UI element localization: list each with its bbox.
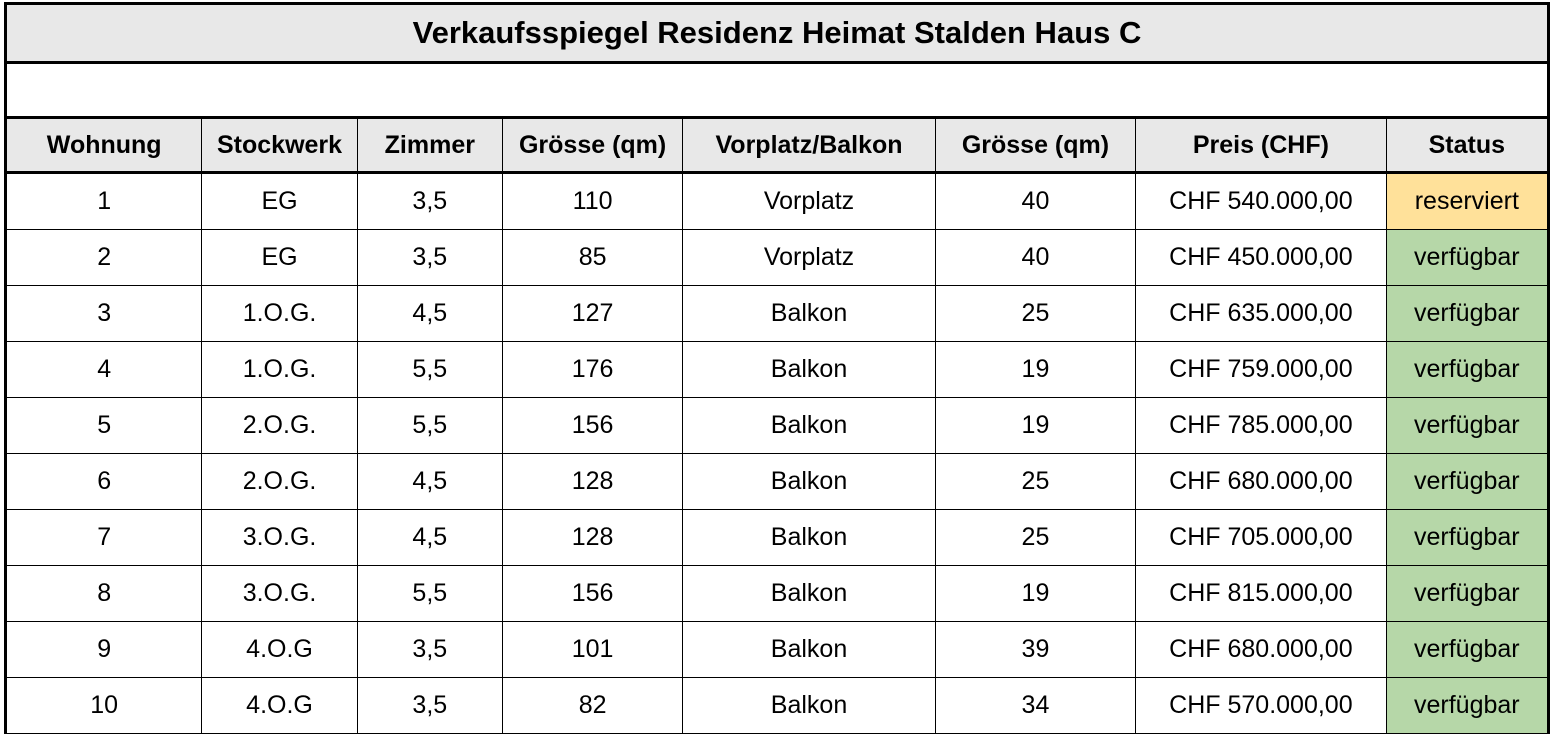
cell-preis: CHF 785.000,00 xyxy=(1136,398,1386,454)
column-header-status: Status xyxy=(1386,118,1548,173)
cell-stockwerk: 4.O.G xyxy=(202,622,357,678)
header-row xyxy=(6,118,1549,173)
cell-groesse-wohnung: 127 xyxy=(502,286,682,342)
cell-groesse-aussen: 34 xyxy=(935,678,1135,734)
cell-groesse-wohnung: 110 xyxy=(502,173,682,230)
cell-groesse-wohnung: 176 xyxy=(502,342,682,398)
cell-stockwerk: 3.O.G. xyxy=(202,566,357,622)
verkaufsspiegel-sheet xyxy=(0,2,1552,752)
status-badge: verfügbar xyxy=(1386,510,1548,566)
table-row xyxy=(6,510,1549,566)
cell-vorplatz-balkon: Balkon xyxy=(683,566,935,622)
column-header-groesse-aussen: Grösse (qm) xyxy=(935,118,1135,173)
cell-groesse-wohnung: 85 xyxy=(502,230,682,286)
status-badge: verfügbar xyxy=(1386,678,1548,734)
cell-wohnung: 1 xyxy=(6,173,202,230)
cell-zimmer: 4,5 xyxy=(357,510,502,566)
cell-groesse-aussen: 19 xyxy=(935,566,1135,622)
column-header-preis: Preis (CHF) xyxy=(1136,118,1386,173)
cell-groesse-aussen: 19 xyxy=(935,342,1135,398)
cell-zimmer: 3,5 xyxy=(357,678,502,734)
cell-vorplatz-balkon: Balkon xyxy=(683,622,935,678)
cell-groesse-wohnung: 128 xyxy=(502,454,682,510)
status-badge: verfügbar xyxy=(1386,398,1548,454)
cell-vorplatz-balkon: Balkon xyxy=(683,286,935,342)
status-badge: verfügbar xyxy=(1386,622,1548,678)
column-header-wohnung: Wohnung xyxy=(6,118,202,173)
cell-wohnung: 3 xyxy=(6,286,202,342)
spacer-row xyxy=(6,63,1549,118)
table-column-headers xyxy=(6,118,1549,173)
table-row xyxy=(6,622,1549,678)
status-badge: verfügbar xyxy=(1386,286,1548,342)
status-badge: verfügbar xyxy=(1386,230,1548,286)
column-header-zimmer: Zimmer xyxy=(357,118,502,173)
cell-vorplatz-balkon: Balkon xyxy=(683,510,935,566)
cell-preis: CHF 705.000,00 xyxy=(1136,510,1386,566)
cell-preis: CHF 450.000,00 xyxy=(1136,230,1386,286)
cell-stockwerk: 3.O.G. xyxy=(202,510,357,566)
table-title-head xyxy=(6,4,1549,118)
cell-wohnung: 10 xyxy=(6,678,202,734)
cell-wohnung: 9 xyxy=(6,622,202,678)
cell-vorplatz-balkon: Balkon xyxy=(683,398,935,454)
cell-wohnung: 5 xyxy=(6,398,202,454)
cell-groesse-wohnung: 82 xyxy=(502,678,682,734)
table-row xyxy=(6,678,1549,734)
cell-stockwerk: EG xyxy=(202,173,357,230)
column-header-groesse-wohnung: Grösse (qm) xyxy=(502,118,682,173)
cell-vorplatz-balkon: Balkon xyxy=(683,454,935,510)
cell-stockwerk: 1.O.G. xyxy=(202,342,357,398)
cell-zimmer: 4,5 xyxy=(357,286,502,342)
cell-preis: CHF 759.000,00 xyxy=(1136,342,1386,398)
table-row xyxy=(6,342,1549,398)
cell-preis: CHF 635.000,00 xyxy=(1136,286,1386,342)
column-header-vorplatz-balkon: Vorplatz/Balkon xyxy=(683,118,935,173)
cell-groesse-wohnung: 128 xyxy=(502,510,682,566)
cell-wohnung: 2 xyxy=(6,230,202,286)
cell-stockwerk: 2.O.G. xyxy=(202,398,357,454)
cell-groesse-aussen: 25 xyxy=(935,454,1135,510)
status-badge: reserviert xyxy=(1386,173,1548,230)
table-row xyxy=(6,230,1549,286)
page-title: Verkaufsspiegel Residenz Heimat Stalden Haus C xyxy=(6,4,1549,63)
table-row xyxy=(6,286,1549,342)
cell-preis: CHF 570.000,00 xyxy=(1136,678,1386,734)
spacer-cell xyxy=(6,63,1549,118)
cell-stockwerk: 2.O.G. xyxy=(202,454,357,510)
cell-stockwerk: 4.O.G xyxy=(202,678,357,734)
cell-zimmer: 5,5 xyxy=(357,566,502,622)
table-row xyxy=(6,398,1549,454)
cell-preis: CHF 540.000,00 xyxy=(1136,173,1386,230)
cell-wohnung: 7 xyxy=(6,510,202,566)
cell-wohnung: 6 xyxy=(6,454,202,510)
cell-preis: CHF 680.000,00 xyxy=(1136,454,1386,510)
cell-groesse-aussen: 39 xyxy=(935,622,1135,678)
cell-groesse-wohnung: 156 xyxy=(502,566,682,622)
cell-zimmer: 3,5 xyxy=(357,230,502,286)
cell-groesse-wohnung: 101 xyxy=(502,622,682,678)
cell-zimmer: 5,5 xyxy=(357,342,502,398)
cell-groesse-aussen: 40 xyxy=(935,230,1135,286)
table-row xyxy=(6,566,1549,622)
cell-preis: CHF 815.000,00 xyxy=(1136,566,1386,622)
cell-zimmer: 3,5 xyxy=(357,622,502,678)
status-badge: verfügbar xyxy=(1386,454,1548,510)
title-row xyxy=(6,4,1549,63)
cell-vorplatz-balkon: Balkon xyxy=(683,678,935,734)
table-body xyxy=(6,173,1549,734)
status-badge: verfügbar xyxy=(1386,342,1548,398)
cell-preis: CHF 680.000,00 xyxy=(1136,622,1386,678)
table-row xyxy=(6,454,1549,510)
cell-wohnung: 8 xyxy=(6,566,202,622)
cell-groesse-aussen: 25 xyxy=(935,286,1135,342)
cell-vorplatz-balkon: Balkon xyxy=(683,342,935,398)
cell-stockwerk: EG xyxy=(202,230,357,286)
cell-zimmer: 5,5 xyxy=(357,398,502,454)
cell-zimmer: 4,5 xyxy=(357,454,502,510)
cell-groesse-aussen: 40 xyxy=(935,173,1135,230)
cell-zimmer: 3,5 xyxy=(357,173,502,230)
column-header-stockwerk: Stockwerk xyxy=(202,118,357,173)
cell-groesse-aussen: 25 xyxy=(935,510,1135,566)
verkaufsspiegel-table xyxy=(4,2,1550,734)
cell-groesse-wohnung: 156 xyxy=(502,398,682,454)
cell-vorplatz-balkon: Vorplatz xyxy=(683,230,935,286)
cell-vorplatz-balkon: Vorplatz xyxy=(683,173,935,230)
cell-stockwerk: 1.O.G. xyxy=(202,286,357,342)
table-row xyxy=(6,173,1549,230)
cell-wohnung: 4 xyxy=(6,342,202,398)
status-badge: verfügbar xyxy=(1386,566,1548,622)
cell-groesse-aussen: 19 xyxy=(935,398,1135,454)
